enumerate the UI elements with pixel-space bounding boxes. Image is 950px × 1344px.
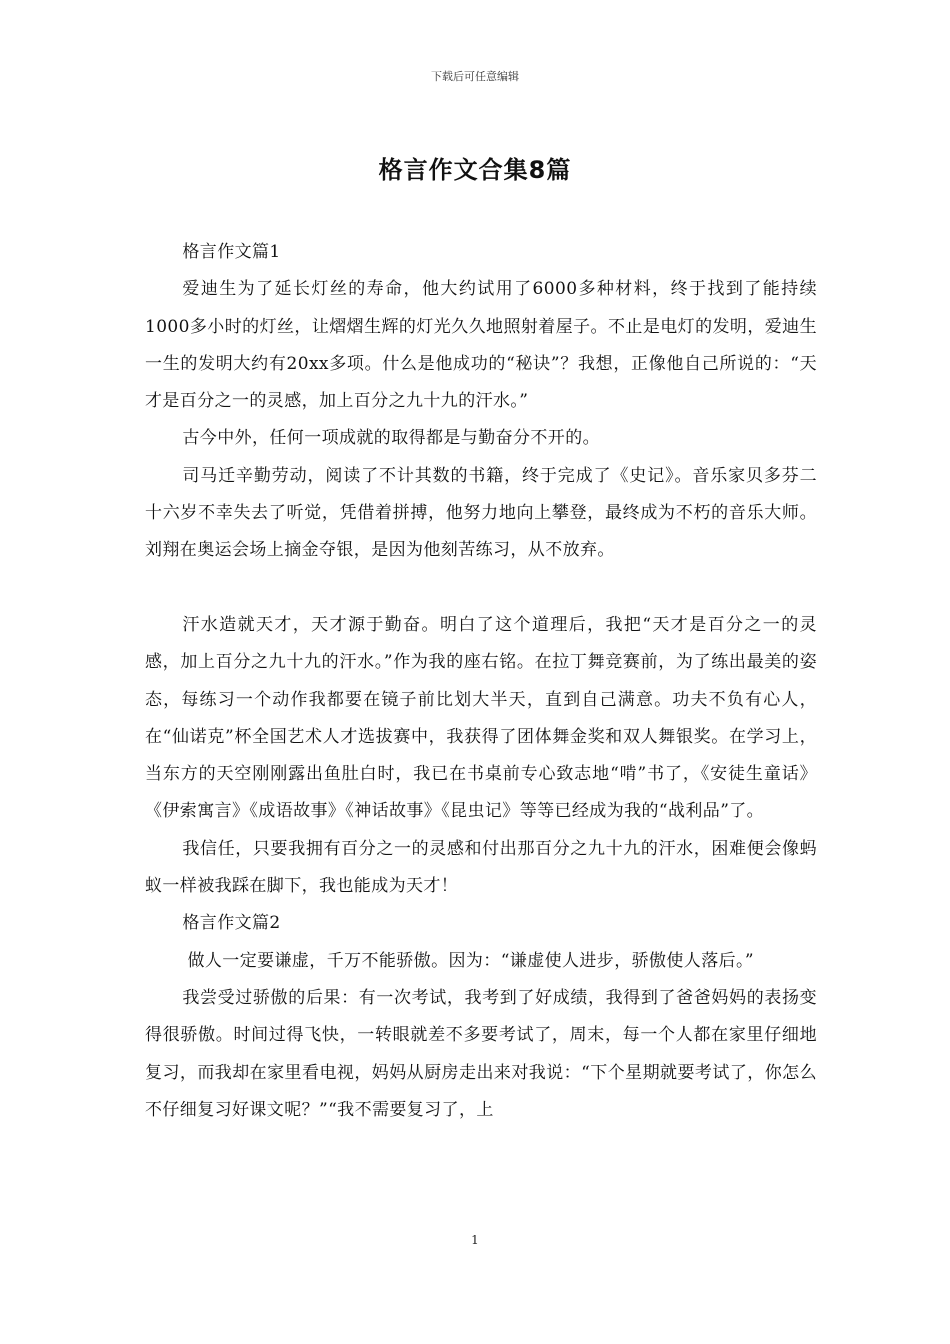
document-body xyxy=(145,234,817,1129)
paragraph-modesty: 做人一定要谦虚，千万不能骄傲。因为：“谦虚使人进步，骄傲使人落后。” xyxy=(187,950,754,971)
paragraph-edison: 爱迪生为了延长灯丝的寿命，他大约试用了6000多种材料，终于找到了能持续1000多小时的灯丝，让熠熠生辉的灯光久久地照射着屋子。不止是电灯的发明，爱迪生一生的发明大约有20xx多项。什么是他成功的“秘诀”？我想，正像他自己所说的：“天才是百分之一的灵感，加上百分之九十九的汗水。” xyxy=(145,279,817,412)
document-title: 格言作文合集8篇 xyxy=(378,156,572,184)
section-heading-2: 格言作文篇2 xyxy=(182,913,281,934)
paragraph-examples: 司马迁辛勤劳动，阅读了不计其数的书籍，终于完成了《史记》。音乐家贝多芬二十六岁不幸失去了听觉，凭借着拼搏，他努力地向上攀登，最终成为不朽的音乐大师。刘翔在奥运会场上摘金夺银，是因为他刻苦练习，从不放弃。 xyxy=(145,465,817,561)
paragraph-experience: 我尝受过骄傲的后果：有一次考试，我考到了好成绩，我得到了爸爸妈妈的表扬变得很骄傲。时间过得飞快，一转眼就差不多要考试了，周末，每一个人都在家里仔细地复习，而我却在家里看电视，妈妈从厨房走出来对我说：“下个星期就要考试了，你怎么不仔细复习好课文呢？”“我不需要复习了，上 xyxy=(145,987,817,1120)
header-note: 下载后可任意编辑 xyxy=(431,70,519,83)
paragraph-belief: 我信任，只要我拥有百分之一的灵感和付出那百分之九十九的汗水，困难便会像蚂蚁一样被我踩在脚下，我也能成为天才！ xyxy=(145,838,817,897)
paragraph-gap xyxy=(145,570,817,607)
section-heading-1: 格言作文篇1 xyxy=(182,242,281,262)
paragraph-diligence: 古今中外，任何一项成就的取得都是与勤奋分不开的。 xyxy=(182,428,600,449)
paragraph-motto: 汗水造就天才，天才源于勤奋。明白了这个道理后，我把“天才是百分之一的灵感，加上百分之九十九的汗水。”作为我的座右铭。在拉丁舞竞赛前，为了练出最美的姿态，每练习一个动作我都要在镜子前比划大半天，直到自己满意。功夫不负有心人，在“仙诺克”杯全国艺术人才选拔赛中，我获得了团体舞金奖和双人舞银奖。在学习上，当东方的天空刚刚露出鱼肚白时，我已在书桌前专心致志地“啃”书了，《安徒生童话》《伊索寓言》《成语故事》《神话故事》《昆虫记》等等已经成为我的“战利品”了。 xyxy=(145,614,817,822)
page-number: 1 xyxy=(471,1233,479,1247)
